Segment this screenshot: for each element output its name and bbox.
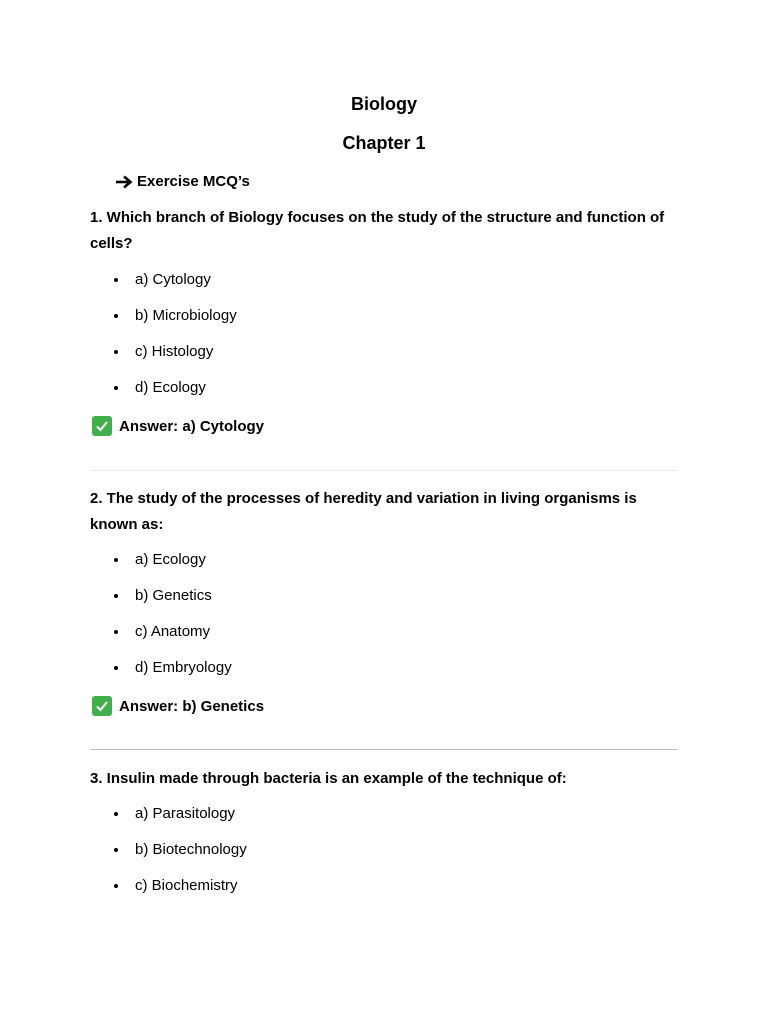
option-label: d) Ecology: [135, 379, 206, 396]
bullet-icon: [114, 558, 118, 562]
bullet-icon: [114, 812, 118, 816]
bullet-icon: [114, 884, 118, 888]
option-label: b) Biotechnology: [135, 841, 247, 858]
document-title: Biology: [351, 94, 417, 114]
check-icon: [92, 696, 112, 716]
option-label: c) Anatomy: [135, 623, 211, 640]
option-3b: [114, 841, 247, 858]
option-2d: [114, 659, 232, 676]
option-label: c) Biochemistry: [135, 877, 238, 894]
answer-1: [92, 416, 264, 436]
option-1a: [114, 271, 211, 288]
option-1d: [114, 379, 206, 396]
option-2b: [114, 587, 212, 604]
bullet-icon: [114, 630, 118, 634]
option-2a: [114, 551, 206, 568]
question-3: 3. Insulin made through bacteria is an example of the technique of:: [90, 770, 567, 787]
option-label: a) Ecology: [135, 551, 206, 568]
option-label: a) Cytology: [135, 271, 211, 288]
bullet-icon: [114, 666, 118, 670]
option-2c: [114, 623, 210, 640]
bullet-icon: [114, 278, 118, 282]
question-1: 1. Which branch of Biology focuses on the study of the structure and function of cells?: [90, 209, 665, 252]
option-label: d) Embryology: [135, 659, 232, 676]
option-1c: [114, 343, 213, 360]
option-label: a) Parasitology: [135, 805, 236, 822]
divider: [90, 470, 678, 471]
check-icon: [92, 416, 112, 436]
arrow-right-icon: [115, 175, 133, 189]
answer-label: Answer: a) Cytology: [119, 417, 265, 435]
option-3a: [114, 805, 235, 822]
bullet-icon: [114, 350, 118, 354]
answer-2: [92, 696, 264, 716]
chapter-title: Chapter 1: [342, 133, 426, 153]
question-2: 2. The study of the processes of heredity and variation in living organisms is known as:: [90, 490, 637, 533]
section-title: Exercise MCQ’s: [137, 173, 250, 190]
bullet-icon: [114, 386, 118, 390]
option-label: b) Microbiology: [135, 307, 237, 324]
divider: [90, 749, 678, 750]
section-heading: [115, 173, 250, 190]
bullet-icon: [114, 314, 118, 318]
answer-label: Answer: b) Genetics: [119, 697, 265, 715]
option-label: c) Histology: [135, 343, 214, 360]
bullet-icon: [114, 848, 118, 852]
option-3c: [114, 877, 238, 894]
bullet-icon: [114, 594, 118, 598]
option-label: b) Genetics: [135, 587, 212, 604]
option-1b: [114, 307, 237, 324]
